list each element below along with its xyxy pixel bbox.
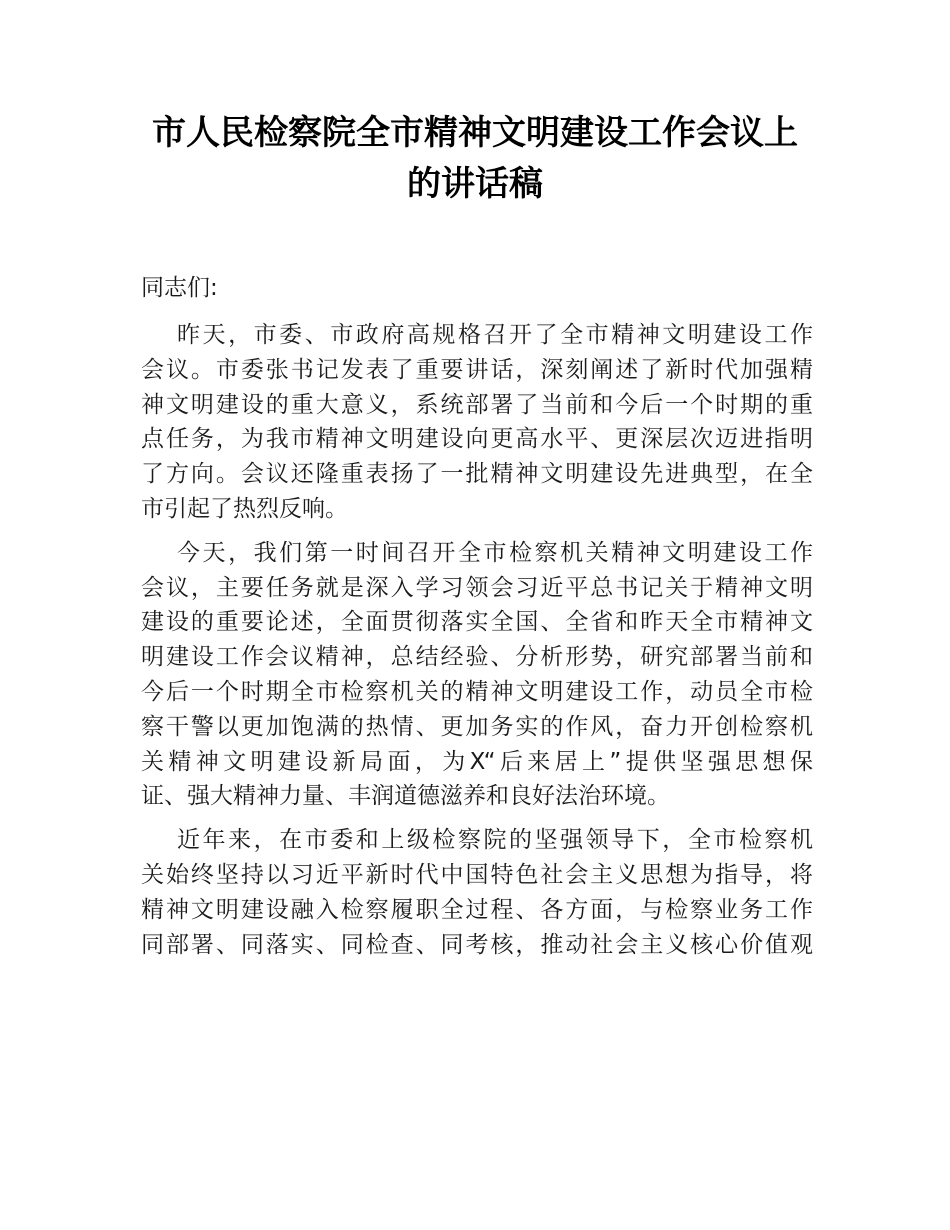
paragraph-line: 会议。市委张书记发表了重要讲话，深刻阐述了新时代加强精	[141, 356, 813, 383]
paragraph-line: 同部署、同落实、同检查、同考核，推动社会主义核心价值观	[141, 931, 813, 958]
paragraph-line: 了方向。会议还隆重表扬了一批精神文明建设先进典型，在全	[141, 461, 813, 488]
paragraph-line: 关始终坚持以习近平新时代中国特色社会主义思想为指导，将	[141, 861, 813, 888]
paragraph-line: 近年来，在市委和上级检察院的坚强领导下，全市检察机	[177, 827, 813, 854]
paragraph-line: 昨天，市委、市政府高规格召开了全市精神文明建设工作	[177, 322, 813, 348]
document-title	[0, 108, 950, 210]
paragraph-line: 今后一个时期全市检察机关的精神文明建设工作，动员全市检	[141, 678, 813, 705]
paragraph-2	[141, 536, 813, 814]
paragraph-line: 点任务，为我市精神文明建设向更高水平、更深层次迈进指明	[141, 426, 813, 453]
paragraph-line: 会议，主要任务就是深入学习领会习近平总书记关于精神文明	[141, 574, 813, 601]
paragraph-line: 证、强大精神力量、丰润道德滋养和良好法治环境。	[141, 783, 670, 810]
paragraph-1	[141, 318, 813, 527]
salutation: 同志们:	[141, 275, 218, 301]
title-line-1: 市人民检察院全市精神文明建设工作会议上	[152, 113, 798, 153]
document-body	[141, 266, 813, 971]
paragraph-line: 市引起了热烈反响。	[141, 495, 348, 522]
title-line-2: 的讲话稿	[407, 164, 543, 204]
paragraph-line: 今天，我们第一时间召开全市检察机关精神文明建设工作	[177, 539, 813, 566]
paragraph-line: 神文明建设的重大意义，系统部署了当前和今后一个时期的重	[141, 391, 813, 418]
paragraph-line: 察干警以更加饱满的热情、更加务实的作风，奋力开创检察机	[141, 713, 813, 740]
paragraph-line: 关精神文明建设新局面，为X“后来居上”提供坚强思想保	[141, 748, 813, 775]
paragraph-line: 建设的重要论述，全面贯彻落实全国、全省和昨天全市精神文	[141, 609, 813, 636]
paragraph-line: 精神文明建设融入检察履职全过程、各方面，与检察业务工作	[141, 896, 813, 923]
paragraph-line: 明建设工作会议精神，总结经验、分析形势，研究部署当前和	[141, 644, 813, 671]
paragraph-3	[141, 823, 813, 962]
